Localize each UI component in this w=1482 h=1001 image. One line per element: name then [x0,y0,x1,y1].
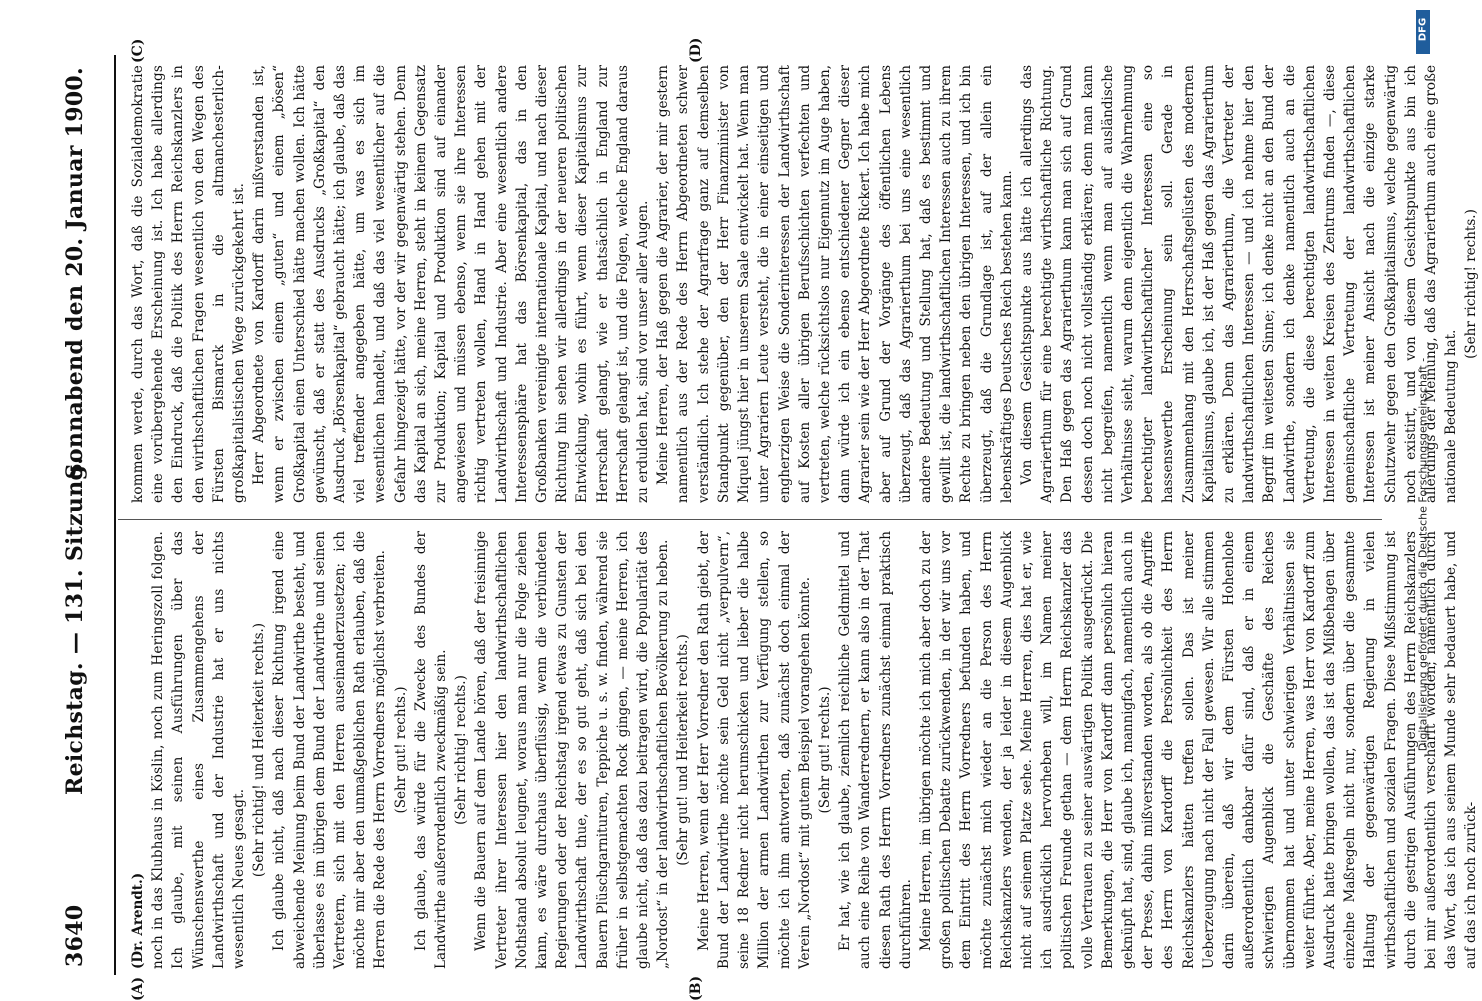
paragraph: Wenn die Bauern auf dem Lande hören, daß der freisinnige Vertreter ihrer Interessen hier den landwirthschaftlichen Nothstand absolut leugnet, woraus man nur die Folge ziehen kann, es wäre durchaus überflüssig, wenn die verbündeten Regierungen oder der Reichstag irgend etwas zu Gunsten der Landwirthschaft thue, der es so gut geht, daß sich bei den Bauern Plüschgarnituren, Teppiche u. s. w. finden, während sie früher in selbstgemachten Rock gingen, — meine Herren, ich glaube nicht, daß das dazu beitragen wird, die Popularität des „Nordost“ in der landwirthschaftlichen Bevölkerung zu heben. [473,531,672,969]
paragraph: Von diesem Gesichtspunkte aus hätte ich allerdings das Agrarierthum für eine berechtigte wirthschaftliche Richtung. Den Haß gegen das Agrarierthum kann man sich auf Grund dessen doch noch nicht vollständig erklären; denn man kann nicht begreifen, namentlich wenn man auf ausländische Verhältnisse sieht, warum denn eigentlich die Wahrnehmung berechtigter landwirthschaftlicher Interessen eine so hassenswerthe Erscheinung sein soll. Gerade in Zusammenhang mit den Herrschaftsgelüsten des modernen Kapitalismus, glaube ich, ist der Haß gegen das Agrarierthum zu erklären. Denn das Agrarierthum, die Vertreter der landwirthschaftlichen Interessen — und ich nehme hier den Begriff im weitesten Sinne; ich denke nicht an den Bund der Landwirthe, sondern ich denke namentlich auch an die Vertretung, die diese berechtigten landwirthschaftlichen Interessen in weiten Kreisen des Zentrums finden —, diese gemeinschaftliche Vertretung der landwirthschaftlichen Interessen ist meiner Ansicht nach die einzige starke Schutzwehr gegen den Großkapitalismus, welche gegenwärtig noch existirt, und von diesem Gesichtspunkte aus bin ich allerdings der Meinung, daß das Agrarierthum auch eine große nationale Bedeutung hat. [1018,65,1460,503]
paragraph: Meine Herren, wenn der Herr Vorredner den Rath giebt, der Bund der Landwirthe möchte sein Geld nicht „verpulvern“, seine 18 Redner nicht herumschicken und lieber die halbe Million der armen Landwirthen zur Verfügung stellen, so möchte ich ihm antworten, daß zunächst doch einmal der Verein „Nordost“ mit gutem Beispiel vorangehen könnte. [695,531,813,969]
page-number: 3640 [62,904,88,967]
header-rule [114,55,116,975]
speaker-line [128,531,148,969]
paragraph: Meine Herren, der Haß gegen die Agrarier, der mir gestern namentlich aus der Rede des Herrn Abgeordneten schwer verständlich. Ich stehe der Agrarfrage ganz auf demselben Standpunkt gegenüber, den der Herr Finanzminister von Miquel jüngst hier in unserem Saale entwickelt hat. Wenn man unter Agrariern Leute versteht, die in einer einseitigen und engherzigen Weise die Sonderinteressen der Landwirthschaft auf Kosten aller übrigen Berufsschichten verfechten und vertreten, welche rücksichtslos nur Eigennutz im Auge haben, dann würde ich ein ebenso entschiedener Gegner dieser Agrarier sein wie der Herr Abgeordnete Rickert. Ich habe mich aber auf Grund der Vorgänge des öffentlichen Lebens überzeugt, daß das Agrarierthum bei uns eine wesentlich andere Bedeutung und Stellung hat, daß es bestimmt und gewillt ist, die landwirthschaftlichen Interessen auch zu ihrem Rechte zu bringen neben den übrigen Interessen, und ich bin überzeugt, daß die Grundlage ist, auf der allein ein lebenskräftiges Deutsches Reich bestehen kann. [655,65,1015,503]
paragraph: Ich glaube nicht, daß nach dieser Richtung irgend eine abweichende Meinung beim Bund der Landwirthe besteht, und überlasse es im übrigen dem Bund der Landwirthe und seinen Vertretern, sich mit den Herren auseinanderzusetzen; ich möchte mir aber den unmaßgeblichen Rath erlauben, daß die Herren die Rede des Herrn Vorredners möglichst verbreiten. [271,531,389,969]
paragraph: Ich glaube, das würde für die Zwecke des Bundes der Landwirthe außerordentlich zweckmäßig sein. [412,531,450,969]
margin-marker-c: (C) [130,38,146,63]
interjection: (Sehr richtig! rechts.) [1463,209,1480,359]
page-header [48,55,106,975]
chamber-session: Reichstag. — 131. Sitzung. [62,456,88,795]
right-column [128,65,1480,503]
dfg-funding-text: Digitalisierung gefördert durch die Deutsche Forschungsgemeinschaft - [1416,357,1430,752]
margin-marker-b: (B) [688,975,704,1001]
paragraph: Meine Herren, im übrigen möchte ich mich aber doch zu der großen politischen Debatte zurückwenden, in der wir uns vor dem Eintritt des Herrn Vorredners befunden haben, und möchte zunächst mich wieder an die Person des Herrn Reichskanzlers wenden, der ja leider in diesem Augenblick nicht auf seinem Platze sehe. Meine Herren, dies hat er, wie ich ausdrücklich hervorheben will, im Namen meiner politischen Freunde gethan — dem Herrn Reichskanzler das volle Vertrauen zu seiner auswärtigen Politik ausgedrückt. Die Bemerkungen, die Herr von Kardorff dann persönlich hieran geknüpft hat, sind, glaube ich, mannigfach, namentlich auch in der Presse, dahin mißverstanden worden, als ob die Angriffe des Herrn von Kardorff die Persönlichkeit des Herrn Reichskanzlers hätten treffen sollen. Das ist meiner Ueberzeugung nach nicht der Fall gewesen. Wir alle stimmen darin überein, daß wir dem Fürsten Hohenlohe außerordentlich dankbar dafür sind, daß er in einem schwierigen Augenblick die Geschäfte des Reiches übernommen hat und unter schwierigen Verhältnissen sie weiter führte. Aber, meine Herren, was Herr von Kardorff zum Ausdruck hatte bringen wollen, das ist das Mißbehagen über einzelne Maßregeln nicht nur, sondern über die gesammte Haltung der gegenwärtigen Regierung in vielen wirthschaftlichen und sozialen Fragen. Diese Mißstimmung ist durch die gestrigen Ausführungen des Herrn Reichskanzlers bei mir außerordentlich verschärft worden; namentlich durch das Wort, das ich aus seinem Munde sehr bedauert habe, und auf das ich noch zurück- [917,531,1480,969]
session-date: Sonnabend den 20. Januar 1900. [62,67,88,480]
margin-marker-d: (D) [688,37,704,63]
dfg-funding-note [1408,357,1438,752]
interjection: (Sehr gut! rechts.) [392,686,409,814]
interjection: (Sehr richtig! und Heiterkeit rechts.) [251,622,268,878]
interjection: (Sehr gut! und Heiterkeit rechts.) [675,634,692,866]
margin-marker-a: (A) [130,976,146,1001]
dfg-credit-strip [1416,8,1430,988]
speaker-name: (Dr. Arendt.) [130,872,146,969]
interjection: (Sehr richtig! rechts.) [453,675,470,825]
paragraph: noch in das Klubhaus in Köslin, noch zum Heringszoll folgen. Ich glaube, mit seinen Ausführungen über das Wünschenswerthe eines Zusammengehens der Landwirthschaft und der Industrie hat er uns nichts wesentlich Neues gesagt. [150,531,248,969]
paragraph: kommen werde, durch das Wort, daß die Sozialdemokratie eine vorübergehende Erscheinung ist. Ich habe allerdings den Eindruck, daß die Politik des Herrn Reichskanzlers in den wirthschaftlichen Fragen wesentlich von den Wegen des Fürsten Bismarck in die altmanchesterlich-großkapitalistischen Wege zurückgekehrt ist. [130,65,248,503]
paragraph: Herr Abgeordnete von Kardorff darin mißverstanden ist, wenn er zwischen einem „guten“ und einem „bösen“ Großkapital einen Unterschied hätte machen wollen. Ich hätte gewünscht, daß er statt des Ausdrucks „Großkapital“ den Ausdruck „Börsenkapital“ gebraucht hätte; ich glaube, daß das viel treffender angegeben hätte, um was es sich im wesentlichen handelt, und daß das viel wesentlicher auf die Gefahr hingezeigt hätte, vor der wir gegenwärtig stehen. Denn das Kapital an sich, meine Herren, steht in keinem Gegensatz zur Produktion; Kapital und Produktion sind auf einander angewiesen und müssen ebenso, wenn sie ihre Interessen richtig vertreten wollen, Hand in Hand gehen mit der Landwirthschaft und Industrie. Aber eine wesentlich andere Interessensphäre hat das Börsenkapital, das in den Großbanken vereinigte internationale Kapital, und nach dieser Richtung hin sehen wir allerdings in der neueren politischen Entwicklung, wohin es führt, wenn dieser Kapitalismus zur Herrschaft gelangt, wie er thatsächlich in England zur Herrschaft gelangt ist, und die Folgen, welche England daraus zu erdulden hat, sind vor unser aller Augen. [251,65,652,503]
interjection: (Sehr gut! rechts.) [816,686,833,814]
dfg-logo [1416,10,1430,54]
dfg-logo-text: DFG [1417,17,1429,42]
column-divider [118,519,1382,520]
paragraph: Er hat, wie ich glaube, ziemlich reichliche Geldmittel und auch eine Reihe von Wanderrednern, er kann also in der That diesen Rath des Herrn Vorredners zunächst einmal praktisch durchführen. [837,531,914,969]
